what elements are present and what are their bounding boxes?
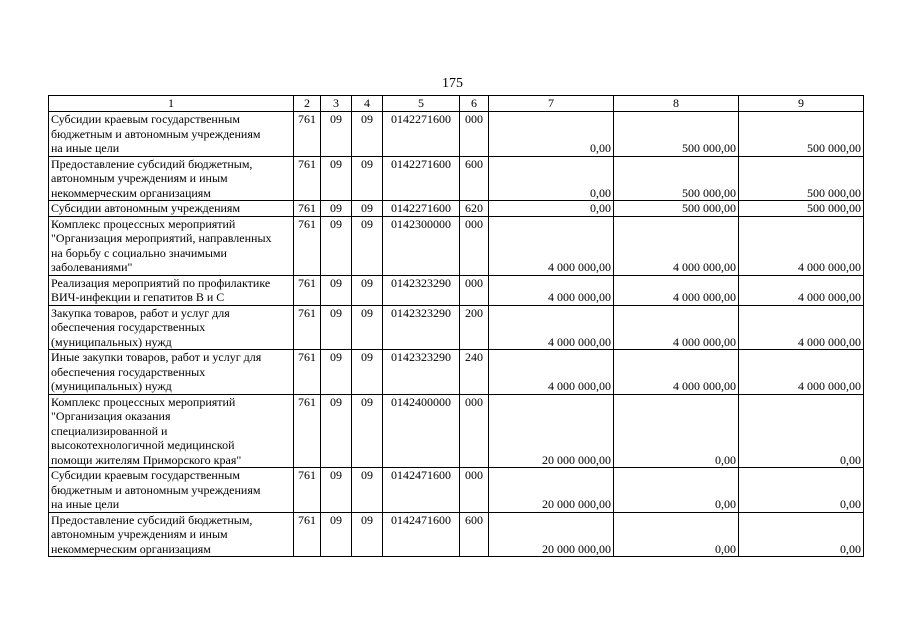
amount-col8-cell: 4 000 000,00	[614, 275, 739, 305]
expense-type-cell: 620	[460, 201, 489, 217]
row-name-line: автономным учреждениям и иным	[51, 171, 228, 185]
row-name-line: "Организация оказания	[51, 409, 171, 423]
section-code-cell: 09	[321, 112, 352, 157]
subsection-code-cell: 09	[352, 275, 383, 305]
column-header-9: 9	[739, 96, 864, 112]
section-code-cell: 09	[321, 216, 352, 275]
target-article-cell: 0142271600	[383, 112, 460, 157]
amount-col8-cell: 0,00	[614, 468, 739, 513]
target-article-cell: 0142471600	[383, 468, 460, 513]
subsection-code-cell: 09	[352, 156, 383, 201]
page-number: 175	[442, 76, 463, 91]
amount-col9-cell: 500 000,00	[739, 112, 864, 157]
amount-col7-cell: 4 000 000,00	[489, 305, 614, 350]
amount-col7-cell: 20 000 000,00	[489, 512, 614, 557]
table-row	[49, 468, 864, 513]
target-article-cell: 0142271600	[383, 156, 460, 201]
amount-col9-cell: 4 000 000,00	[739, 216, 864, 275]
table-row	[49, 112, 864, 157]
row-name-line: Субсидии краевым государственным	[51, 468, 240, 482]
column-header-6: 6	[460, 96, 489, 112]
row-name-line: Комплекс процессных мероприятий	[51, 394, 236, 409]
table-row	[49, 216, 864, 275]
budget-table	[48, 95, 864, 557]
target-article-cell: 0142271600	[383, 201, 460, 217]
section-code-cell: 09	[321, 468, 352, 513]
row-name-line: помощи жителям Приморского края"	[51, 452, 242, 467]
subsection-code-cell: 09	[352, 394, 383, 468]
row-name-cell	[49, 112, 294, 157]
expense-type-cell: 240	[460, 350, 489, 395]
amount-col9-cell: 0,00	[739, 394, 864, 468]
row-name-cell	[49, 350, 294, 395]
row-name-line: ВИЧ-инфекции и гепатитов В и С	[51, 290, 225, 304]
expense-type-cell: 000	[460, 216, 489, 275]
amount-col7-cell: 4 000 000,00	[489, 216, 614, 275]
row-name-line: Реализация мероприятий по профилактике	[51, 275, 271, 290]
table-row	[49, 512, 864, 557]
table-row	[49, 305, 864, 350]
ministry-code-cell: 761	[294, 468, 321, 513]
row-name-line: (муниципальных) нужд	[51, 379, 172, 393]
section-code-cell: 09	[321, 275, 352, 305]
column-number-row	[49, 96, 864, 112]
expense-type-cell: 000	[460, 275, 489, 305]
row-name-cell	[49, 512, 294, 557]
row-name-cell	[49, 275, 294, 305]
table-row	[49, 394, 864, 468]
target-article-cell: 0142323290	[383, 275, 460, 305]
row-name-line: Закупка товаров, работ и услуг для	[51, 305, 230, 320]
expense-type-cell: 600	[460, 512, 489, 557]
subsection-code-cell: 09	[352, 201, 383, 217]
row-name-line: на иные цели	[51, 141, 120, 155]
amount-col7-cell: 0,00	[489, 201, 614, 217]
amount-col8-cell: 500 000,00	[614, 112, 739, 157]
amount-col8-cell: 500 000,00	[614, 201, 739, 217]
column-header-3: 3	[321, 96, 352, 112]
section-code-cell: 09	[321, 394, 352, 468]
amount-col7-cell: 20 000 000,00	[489, 394, 614, 468]
amount-col8-cell: 4 000 000,00	[614, 350, 739, 395]
column-header-1: 1	[49, 96, 294, 112]
row-name-line: (муниципальных) нужд	[51, 334, 172, 349]
row-name-cell	[49, 305, 294, 350]
section-code-cell: 09	[321, 201, 352, 217]
amount-col9-cell: 0,00	[739, 468, 864, 513]
target-article-cell: 0142400000	[383, 394, 460, 468]
row-name-cell	[49, 394, 294, 468]
expense-type-cell: 000	[460, 468, 489, 513]
section-code-cell: 09	[321, 350, 352, 395]
row-name-line: бюджетным и автономным учреждениям	[51, 482, 261, 497]
subsection-code-cell: 09	[352, 112, 383, 157]
row-name-line: специализированной и	[51, 423, 168, 438]
amount-col9-cell: 0,00	[739, 512, 864, 557]
subsection-code-cell: 09	[352, 512, 383, 557]
row-name-cell	[49, 468, 294, 513]
ministry-code-cell: 761	[294, 275, 321, 305]
table-row	[49, 350, 864, 395]
expense-type-cell: 600	[460, 156, 489, 201]
subsection-code-cell: 09	[352, 468, 383, 513]
row-name-line: Комплекс процессных мероприятий	[51, 216, 236, 231]
row-name-line: бюджетным и автономным учреждениям	[51, 126, 261, 141]
amount-col8-cell: 4 000 000,00	[614, 216, 739, 275]
amount-col8-cell: 0,00	[614, 394, 739, 468]
row-name-line: обеспечения государственных	[51, 364, 206, 379]
ministry-code-cell: 761	[294, 156, 321, 201]
ministry-code-cell: 761	[294, 512, 321, 557]
section-code-cell: 09	[321, 156, 352, 201]
row-name-line: Субсидии автономным учреждениям	[51, 201, 241, 215]
row-name-line: Предоставление субсидий бюджетным,	[51, 156, 253, 171]
amount-col9-cell: 4 000 000,00	[739, 275, 864, 305]
amount-col7-cell: 20 000 000,00	[489, 468, 614, 513]
amount-col9-cell: 4 000 000,00	[739, 305, 864, 350]
target-article-cell: 0142300000	[383, 216, 460, 275]
table-row	[49, 201, 864, 217]
row-name-line: Предоставление субсидий бюджетным,	[51, 512, 253, 527]
row-name-line: обеспечения государственных	[51, 320, 206, 334]
amount-col7-cell: 0,00	[489, 112, 614, 157]
amount-col8-cell: 4 000 000,00	[614, 305, 739, 350]
row-name-cell	[49, 201, 294, 217]
amount-col8-cell: 0,00	[614, 512, 739, 557]
row-name-line: на борьбу с социально значимыми	[51, 245, 227, 260]
ministry-code-cell: 761	[294, 305, 321, 350]
column-header-4: 4	[352, 96, 383, 112]
row-name-line: некоммерческим организациям	[51, 185, 211, 200]
ministry-code-cell: 761	[294, 350, 321, 395]
column-header-5: 5	[383, 96, 460, 112]
row-name-line: высокотехнологичной медицинской	[51, 438, 235, 452]
target-article-cell: 0142323290	[383, 350, 460, 395]
row-name-line: Иные закупки товаров, работ и услуг для	[51, 350, 262, 364]
column-header-7: 7	[489, 96, 614, 112]
ministry-code-cell: 761	[294, 394, 321, 468]
ministry-code-cell: 761	[294, 112, 321, 157]
subsection-code-cell: 09	[352, 305, 383, 350]
table-row	[49, 156, 864, 201]
expense-type-cell: 000	[460, 394, 489, 468]
row-name-line: на иные цели	[51, 497, 120, 511]
row-name-line: некоммерческим организациям	[51, 541, 211, 556]
amount-col9-cell: 500 000,00	[739, 156, 864, 201]
column-header-8: 8	[614, 96, 739, 112]
table-row	[49, 275, 864, 305]
target-article-cell: 0142471600	[383, 512, 460, 557]
subsection-code-cell: 09	[352, 216, 383, 275]
ministry-code-cell: 761	[294, 216, 321, 275]
expense-type-cell: 200	[460, 305, 489, 350]
row-name-line: заболеваниями"	[51, 260, 133, 274]
row-name-line: "Организация мероприятий, направленных	[51, 231, 272, 245]
amount-col7-cell: 4 000 000,00	[489, 350, 614, 395]
subsection-code-cell: 09	[352, 350, 383, 395]
amount-col7-cell: 4 000 000,00	[489, 275, 614, 305]
row-name-cell	[49, 216, 294, 275]
ministry-code-cell: 761	[294, 201, 321, 217]
amount-col9-cell: 500 000,00	[739, 201, 864, 217]
column-header-2: 2	[294, 96, 321, 112]
row-name-line: автономным учреждениям и иным	[51, 527, 228, 541]
amount-col7-cell: 0,00	[489, 156, 614, 201]
expense-type-cell: 000	[460, 112, 489, 157]
section-code-cell: 09	[321, 305, 352, 350]
amount-col8-cell: 500 000,00	[614, 156, 739, 201]
row-name-cell	[49, 156, 294, 201]
target-article-cell: 0142323290	[383, 305, 460, 350]
row-name-line: Субсидии краевым государственным	[51, 112, 240, 126]
section-code-cell: 09	[321, 512, 352, 557]
amount-col9-cell: 4 000 000,00	[739, 350, 864, 395]
